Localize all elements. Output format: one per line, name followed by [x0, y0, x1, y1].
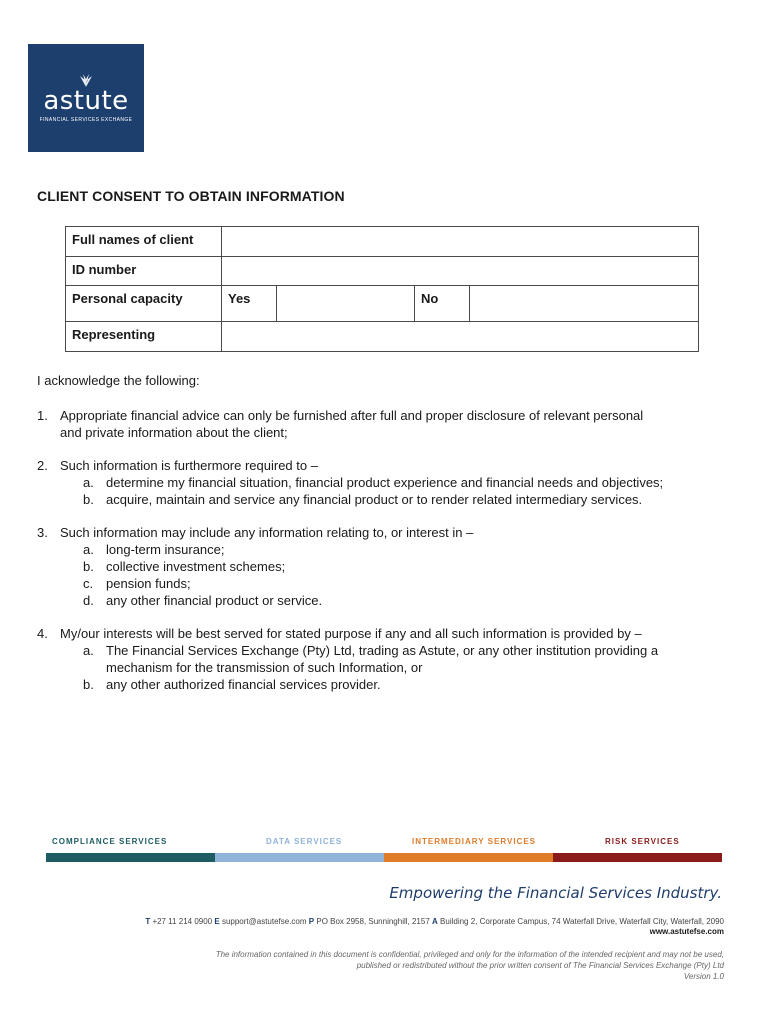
- sub-item-letter: a.: [83, 542, 94, 557]
- intermediary-services-bar: [384, 853, 553, 862]
- page-title: CLIENT CONSENT TO OBTAIN INFORMATION: [37, 188, 345, 204]
- compliance-services-bar: [46, 853, 215, 862]
- tagline: Empowering the Financial Services Industry.: [389, 884, 722, 902]
- phone-number: +27 11 214 0900: [152, 917, 213, 926]
- intermediary-services-label: INTERMEDIARY SERVICES: [412, 837, 536, 846]
- sub-item-text: any other authorized financial services provider.: [106, 677, 381, 692]
- sub-item: [60, 642, 667, 676]
- contact-line: [145, 916, 724, 927]
- sub-item: [60, 676, 667, 693]
- sub-item: [60, 474, 667, 491]
- id-number-field[interactable]: [222, 257, 699, 286]
- representing-label: Representing: [66, 322, 222, 352]
- logo-name: astute: [43, 86, 129, 116]
- services-banner: [46, 834, 722, 864]
- sub-item-text: long-term insurance;: [106, 542, 225, 557]
- intro-text: I acknowledge the following:: [37, 373, 200, 388]
- sub-item: [60, 592, 667, 609]
- phone-label: T: [145, 917, 151, 926]
- risk-services-label: RISK SERVICES: [605, 837, 680, 846]
- sub-item: [60, 541, 667, 558]
- sub-item-letter: a.: [83, 643, 94, 658]
- client-details-table: [65, 226, 699, 352]
- sub-item-text: collective investment schemes;: [106, 559, 286, 574]
- sub-item-letter: b.: [83, 492, 94, 507]
- no-label: No: [415, 286, 470, 322]
- full-names-label: Full names of client: [66, 227, 222, 257]
- item-text: Such information may include any information relating to, or interest in –: [60, 525, 474, 540]
- po-box-label: P: [308, 917, 315, 926]
- disclaimer-line: The information contained in this document is confidential, privileged and only for the information of the intended recipient and may not be used,: [215, 950, 724, 959]
- email-label: E: [214, 917, 220, 926]
- sub-item-letter: b.: [83, 677, 94, 692]
- sub-item: [60, 558, 667, 575]
- item-number: 3.: [37, 525, 48, 540]
- data-services-bar: [215, 853, 384, 862]
- item-number: 2.: [37, 458, 48, 473]
- sub-item-letter: a.: [83, 475, 94, 490]
- sub-item-letter: d.: [83, 593, 94, 608]
- list-item: [37, 407, 667, 441]
- sub-item-letter: c.: [83, 576, 94, 591]
- sub-item: [60, 575, 667, 592]
- disclaimer-line: published or redistributed without the prior written consent of The Financial Services Exchange (Pty) Ltd: [356, 961, 724, 970]
- address-label: A: [432, 917, 438, 926]
- company-logo: [28, 44, 144, 152]
- full-names-field[interactable]: [222, 227, 699, 257]
- po-box: PO Box 2958, Sunninghill, 2157: [316, 917, 430, 926]
- sub-item: [60, 491, 667, 508]
- email-address[interactable]: support@astutefse.com: [221, 917, 307, 926]
- risk-services-bar: [553, 853, 722, 862]
- disclaimer: [104, 949, 724, 982]
- sub-item-text: pension funds;: [106, 576, 191, 591]
- personal-capacity-label: Personal capacity: [66, 286, 222, 322]
- consent-body: [37, 372, 667, 709]
- no-field[interactable]: [470, 286, 699, 322]
- yes-field[interactable]: [277, 286, 415, 322]
- logo-subtitle: FINANCIAL SERVICES EXCHANGE: [39, 117, 133, 123]
- sub-item-text: acquire, maintain and service any financial product or to render related intermediary services.: [106, 492, 643, 507]
- website-link[interactable]: www.astutefse.com: [649, 927, 724, 936]
- item-text: Such information is furthermore required to –: [60, 458, 318, 473]
- item-text: Appropriate financial advice can only be furnished after full and proper disclosure of relevant personal and private information about the client;: [60, 408, 644, 440]
- sub-item-letter: b.: [83, 559, 94, 574]
- street-address: Building 2, Corporate Campus, 74 Waterfall Drive, Waterfall City, Waterfall, 2090: [440, 917, 724, 926]
- list-item: [37, 457, 667, 508]
- item-number: 1.: [37, 408, 48, 423]
- sub-item-text: The Financial Services Exchange (Pty) Ltd, trading as Astute, or any other institution providing a mechanism for the transmission of such Information, or: [106, 643, 659, 675]
- list-item: [37, 625, 667, 693]
- yes-label: Yes: [222, 286, 277, 322]
- version-label: Version 1.0: [683, 972, 724, 981]
- data-services-label: DATA SERVICES: [266, 837, 343, 846]
- representing-field[interactable]: [222, 322, 699, 352]
- sub-item-text: any other financial product or service.: [106, 593, 323, 608]
- item-text: My/our interests will be best served for stated purpose if any and all such information is provided by –: [60, 626, 642, 641]
- item-number: 4.: [37, 626, 48, 641]
- id-number-label: ID number: [66, 257, 222, 286]
- list-item: [37, 524, 667, 609]
- sub-item-text: determine my financial situation, financial product experience and financial needs and objectives;: [106, 475, 664, 490]
- compliance-services-label: COMPLIANCE SERVICES: [52, 837, 168, 846]
